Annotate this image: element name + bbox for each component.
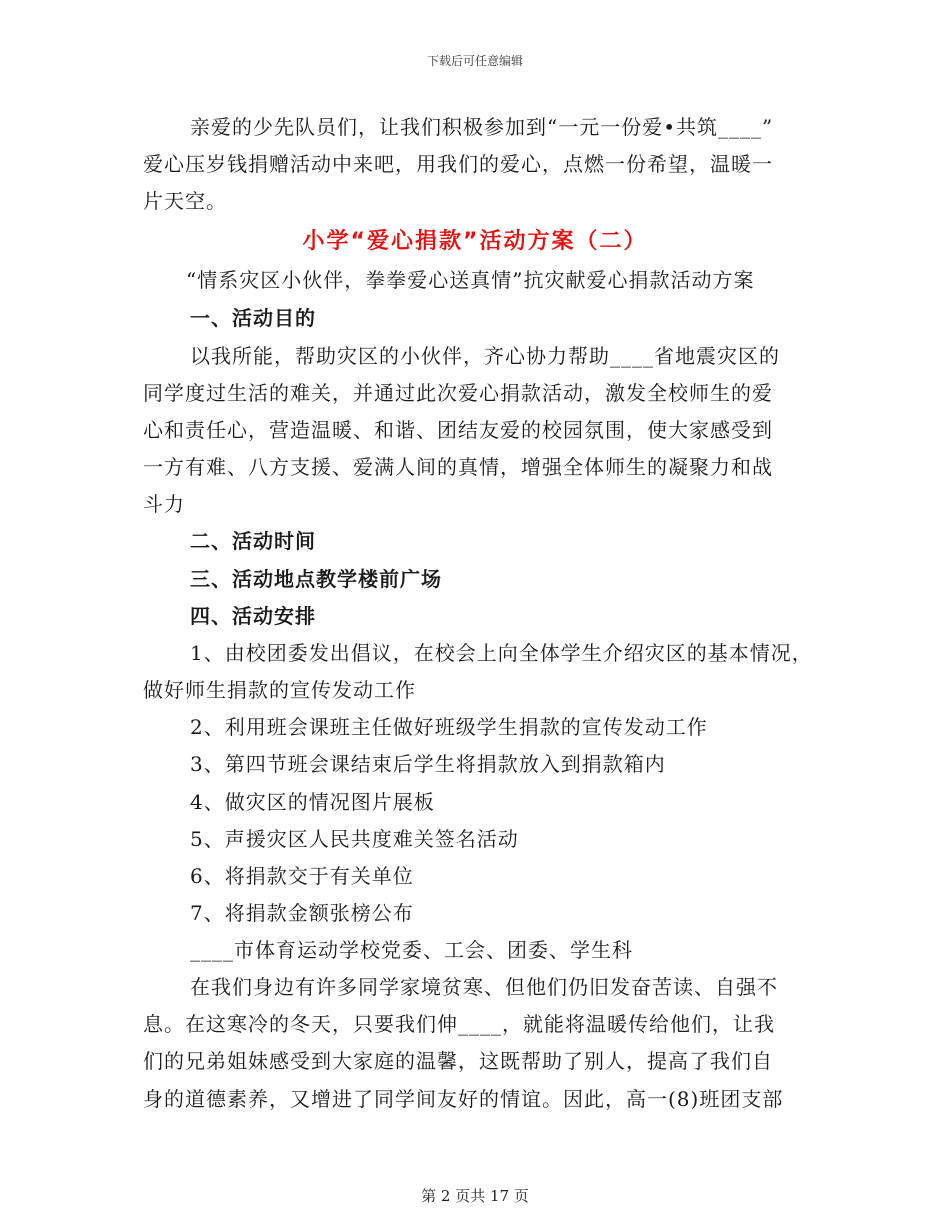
paragraph-line: 们的兄弟姐妹感受到大家庭的温馨，这既帮助了别人，提高了我们自 bbox=[143, 1049, 773, 1073]
heading-time: 二、活动时间 bbox=[190, 529, 316, 553]
paragraph-line: 一方有难、八方支援、爱满人间的真情，增强全体师生的凝聚力和战 bbox=[143, 455, 773, 479]
organizer-line: ____市体育运动学校党委、工会、团委、学生科 bbox=[190, 938, 633, 962]
paragraph-line: 同学度过生活的难关，并通过此次爱心捐款活动，激发全校师生的爱 bbox=[143, 381, 773, 405]
paragraph-line: 心和责任心，营造温暖、和谐、团结友爱的校园氛围，使大家感受到 bbox=[143, 418, 773, 442]
paragraph-line: 爱心压岁钱捐赠活动中来吧，用我们的爱心，点燃一份希望，温暖一 bbox=[143, 152, 773, 176]
paragraph-line: 在我们身边有许多同学家境贫寒、但他们仍旧发奋苦读、自强不 bbox=[190, 975, 778, 999]
list-item: 3、第四节班会课结束后学生将捐款放入到捐款箱内 bbox=[190, 752, 666, 776]
list-item: 5、声援灾区人民共度难关签名活动 bbox=[190, 827, 519, 851]
paragraph-line: 息。在这寒冷的冬天，只要我们伸____，就能将温暖传给他们，让我 bbox=[143, 1012, 775, 1036]
heading-purpose: 一、活动目的 bbox=[190, 306, 316, 330]
list-item: 1、由校团委发出倡议，在校会上向全体学生介绍灾区的基本情况， bbox=[190, 641, 813, 665]
section-title: 小学“爱心捐款”活动方案（二） bbox=[302, 229, 648, 254]
heading-location: 三、活动地点教学楼前广场 bbox=[190, 567, 442, 591]
heading-arrangement: 四、活动安排 bbox=[190, 604, 316, 628]
list-item: 2、利用班会课班主任做好班级学生捐款的宣传发动工作 bbox=[190, 715, 708, 739]
list-item-continued: 做好师生捐款的宣传发动工作 bbox=[143, 678, 416, 702]
page-footer: 第 2 页共 17 页 bbox=[421, 1187, 529, 1205]
paragraph-line: 斗力 bbox=[143, 492, 185, 516]
paragraph-line: 片天空。 bbox=[143, 189, 227, 213]
subtitle-line: “情系灾区小伙伴，拳拳爱心送真情”抗灾献爱心捐款活动方案 bbox=[186, 268, 755, 292]
paragraph-line: 以我所能，帮助灾区的小伙伴，齐心协力帮助____省地震灾区的 bbox=[190, 344, 780, 368]
page-header: 下载后可任意编辑 bbox=[426, 54, 523, 68]
list-item: 6、将捐款交于有关单位 bbox=[190, 864, 414, 888]
paragraph-line: 身的道德素养，又增进了同学间友好的情谊。因此，高一(8)班团支部 bbox=[143, 1087, 784, 1111]
list-item: 4、做灾区的情况图片展板 bbox=[190, 790, 435, 814]
paragraph-line: 亲爱的少先队员们，让我们积极参加到“一元一份爱•共筑____” bbox=[190, 115, 774, 139]
list-item: 7、将捐款金额张榜公布 bbox=[190, 901, 414, 925]
